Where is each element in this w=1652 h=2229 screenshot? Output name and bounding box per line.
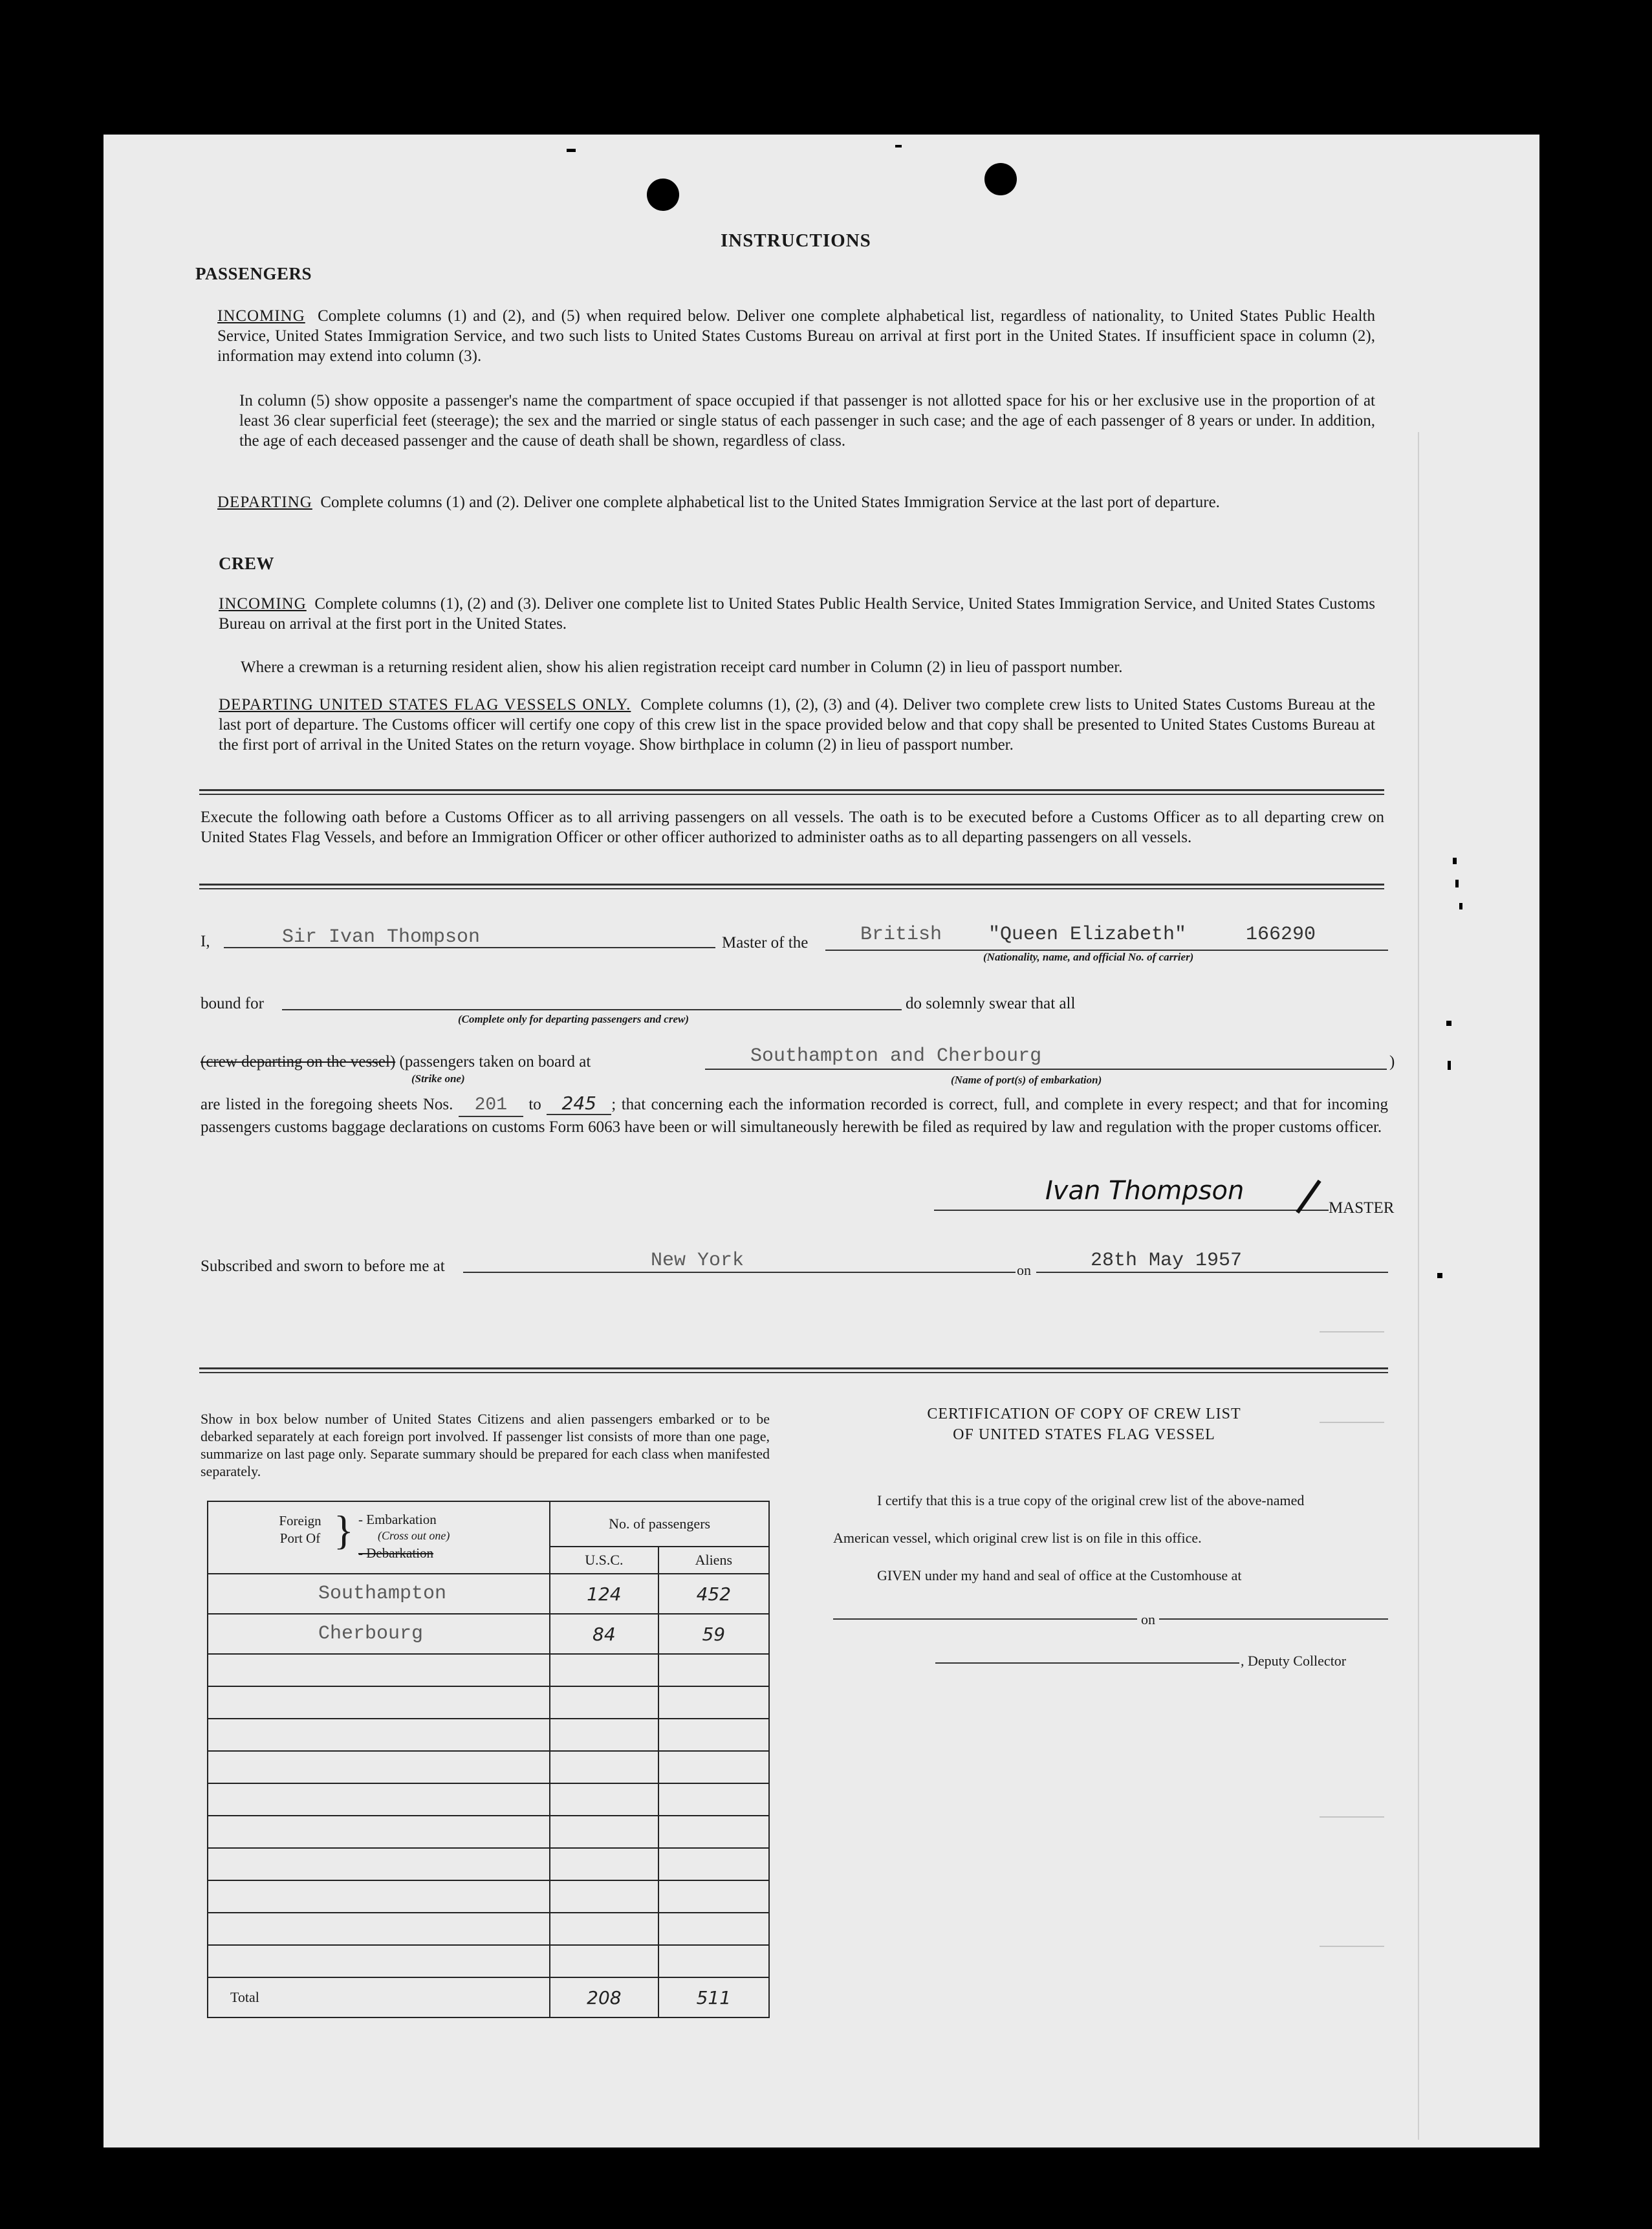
- total-row: [208, 1977, 769, 2017]
- crew-incoming-label: INCOMING: [219, 595, 307, 613]
- divider-double: [199, 1367, 1388, 1373]
- certification-given: GIVEN under my hand and seal of office at the Customhouse at: [877, 1567, 1242, 1583]
- passengers-departing-label: DEPARTING: [217, 494, 312, 511]
- sworn-place: New York: [651, 1250, 744, 1272]
- edge-speck: [1455, 880, 1459, 887]
- ghost-line: [1320, 1946, 1384, 1947]
- passengers-incoming-block: [217, 306, 1375, 366]
- oath-i-label: I,: [201, 933, 210, 950]
- table-row: [208, 1816, 769, 1848]
- port-name: Cherbourg: [318, 1623, 424, 1645]
- summary-intro: Show in box below number of United States Citizens and alien passengers embarked or to be debarked separately at each foreign port involved. If passenger list consists of more than one page, summarize on last page only. Separate summary should be prepared for each class when manifested separately.: [201, 1411, 770, 1479]
- crew-departing-option: (crew departing on the vessel): [201, 1053, 396, 1071]
- aliens-cell: [658, 1614, 769, 1654]
- bound-for-caption: (Complete only for departing passengers and crew): [458, 1013, 689, 1025]
- table-row: [208, 1574, 769, 1614]
- usc-value: 84: [592, 1623, 616, 1645]
- vessel-caption: (Nationality, name, and official No. of carrier): [983, 951, 1194, 963]
- sworn-date: 28th May 1957: [1091, 1250, 1243, 1272]
- crew-resident-text: Where a crewman is a returning resident alien, show his alien registration receipt card number in Column (2) in lieu of passport number.: [241, 658, 1123, 676]
- certification-title-line1: CERTIFICATION OF COPY OF CREW LIST: [927, 1406, 1241, 1422]
- passengers-departing-block: [217, 492, 1375, 512]
- table-row: [208, 1654, 769, 1686]
- sworn-place-line: [463, 1272, 1016, 1273]
- total-usc-cell: [550, 1977, 658, 2017]
- port-header-cell: [208, 1501, 550, 1574]
- certification-title-line2: OF UNITED STATES FLAG VESSEL: [953, 1426, 1215, 1443]
- edge-speck: [1437, 1273, 1442, 1278]
- crew-departing-label: DEPARTING UNITED STATES FLAG VESSELS ONLY.: [219, 696, 631, 713]
- master-signature-line: [934, 1210, 1329, 1211]
- aliens-cell: [658, 1574, 769, 1614]
- master-label: MASTER: [1329, 1199, 1395, 1217]
- swear-text: do solemnly swear that all: [906, 995, 1076, 1012]
- vessel-official-no: 166290: [1246, 924, 1316, 946]
- deputy-collector-line: [935, 1662, 1239, 1664]
- total-usc: 208: [587, 1986, 622, 2008]
- oath-intro: Execute the following oath before a Customs Officer as to all arriving passengers on all vessels. The oath is to be executed before a Customs Officer as to all departing crew on United States Flag Vessels, and before an Immigration Officer or other officer authorized to administer oaths as to all departing passengers on all vessels.: [201, 809, 1384, 846]
- vessel-nationality: British: [860, 924, 942, 946]
- passengers-heading: PASSENGERS: [195, 264, 312, 283]
- crew-incoming-text: Complete columns (1), (2) and (3). Deliver one complete list to United States Public Health Service, United States Immigration Service, and United States Customs Bureau on arrival at the first port in the United States.: [219, 595, 1376, 633]
- master-signature: Ivan Thompson: [1045, 1176, 1244, 1206]
- edge-speck: [1459, 903, 1462, 909]
- subscribed-label: Subscribed and sworn to before me at: [201, 1257, 445, 1275]
- total-label: Total: [230, 1989, 259, 2005]
- certification-title: [877, 1404, 1291, 1445]
- sheet-from: 201: [459, 1095, 523, 1117]
- divider-double: [199, 884, 1384, 889]
- edge-speck: [1446, 1021, 1451, 1026]
- form-page: [103, 135, 1539, 2147]
- debarkation-label: - Debarkation: [358, 1545, 434, 1561]
- master-of-label: Master of the: [722, 934, 809, 951]
- passengers-incoming-label: INCOMING: [217, 307, 305, 325]
- right-margin-rule: [1418, 432, 1419, 2140]
- ghost-line: [1320, 1331, 1384, 1332]
- edge-speck: [1448, 1061, 1451, 1070]
- customhouse-line: [833, 1618, 1137, 1620]
- ports-line: [705, 1069, 1387, 1070]
- aliens-value: 59: [702, 1623, 726, 1645]
- total-aliens: 511: [696, 1986, 732, 2008]
- usc-value: 124: [587, 1583, 622, 1605]
- brace: }: [334, 1507, 354, 1553]
- ghost-line: [1320, 1422, 1384, 1423]
- certification-on-label: on: [1141, 1611, 1155, 1627]
- listed-sheets-block: [201, 1093, 1388, 1138]
- usc-cell: [550, 1574, 658, 1614]
- table-row: [208, 1783, 769, 1816]
- table-row: [208, 1686, 769, 1719]
- ink-mark: [567, 149, 576, 152]
- port-name: Southampton: [318, 1583, 447, 1605]
- certification-date-line: [1159, 1618, 1388, 1620]
- cross-out-label: (Cross out one): [378, 1529, 450, 1542]
- table-row: [208, 1945, 769, 1977]
- crew-departing-block: [219, 695, 1375, 755]
- ink-mark: [895, 145, 902, 147]
- crew-heading: CREW: [219, 554, 275, 573]
- passengers-incoming-text: Complete columns (1) and (2), and (5) when required below. Deliver one complete alphabetical list, regardless of nationality, to United States Public Health Service, United States Immigration Service, and two such lists to United States Customs Bureau on arrival at first port in the United States. If insufficient space in column (2), information may extend into column (3).: [217, 307, 1375, 365]
- listed-prefix: are listed in the foregoing sheets Nos.: [201, 1096, 453, 1113]
- strike-one-caption: (Strike one): [411, 1072, 465, 1085]
- port-cell: [208, 1614, 550, 1654]
- foreign-port-label: Foreign Port Of: [279, 1513, 321, 1546]
- table-row: [208, 1913, 769, 1945]
- passenger-summary-table: [207, 1501, 770, 2018]
- table-row: [208, 1848, 769, 1880]
- listed-rest: ; that concerning each the information recorded is correct, full, and complete in every respect; and that for incoming passengers customs baggage declarations on customs Form 6063 have been or will simultaneously herewith be filed as required by law and regulation with the proper customs officer.: [201, 1096, 1389, 1136]
- master-name: Sir Ivan Thompson: [282, 926, 481, 948]
- punch-hole-left: [647, 179, 679, 211]
- ports-caption: (Name of port(s) of embarkation): [951, 1074, 1102, 1086]
- total-label-cell: [208, 1977, 550, 2017]
- aliens-header: Aliens: [658, 1547, 769, 1574]
- divider-double: [199, 789, 1384, 795]
- passengers-column5-text: In column (5) show opposite a passenger's name the compartment of space occupied if that passenger is not allotted space for his or her exclusive use in the proportion of at least 36 clear superficial feet (steerage); the sex and the married or single status of each passenger in such case; and the age of each passenger of 8 years or under. In addition, the age of each deceased passenger and the cause of death shall be shown, regardless of class.: [239, 392, 1375, 450]
- port-cell: [208, 1574, 550, 1614]
- crew-incoming-block: [219, 594, 1375, 634]
- aliens-value: 452: [696, 1583, 732, 1605]
- bound-for-line: [282, 1009, 902, 1010]
- table-row: [208, 1880, 769, 1913]
- bound-for-label: bound for: [201, 995, 264, 1012]
- crew-departing-struck: [201, 1052, 591, 1072]
- sheet-to: 245: [547, 1093, 611, 1115]
- punch-hole-right: [984, 163, 1017, 195]
- ghost-line: [1320, 1816, 1384, 1818]
- sworn-date-line: [1036, 1272, 1388, 1273]
- sworn-on-label: on: [1017, 1262, 1031, 1278]
- usc-cell: [550, 1614, 658, 1654]
- crew-departing-text: Complete columns (1), (2), (3) and (4). Deliver two complete crew lists to United States Customs Bureau at the last port of departure. The Customs officer will certify one copy of this crew list in the space provided below and that copy shall be presented to United States Customs Bureau at the first port of arrival in the United States on the return voyage. Show birthplace in column (2) in lieu of passport number.: [219, 696, 1376, 754]
- embarkation-ports: Southampton and Cherbourg: [750, 1045, 1042, 1067]
- table-row: [208, 1719, 769, 1751]
- deputy-collector-label: , Deputy Collector: [1241, 1653, 1347, 1669]
- table-row: [208, 1751, 769, 1783]
- signature-flourish: [1296, 1180, 1321, 1214]
- no-of-passengers-header: No. of passengers: [550, 1501, 769, 1547]
- passengers-departing-text: Complete columns (1) and (2). Deliver one complete alphabetical list to the United States Immigration Service at the last port of departure.: [320, 494, 1220, 511]
- certification-text2: American vessel, which original crew list is on file in this office.: [833, 1530, 1202, 1546]
- instructions-title: INSTRUCTIONS: [721, 230, 871, 251]
- total-aliens-cell: [658, 1977, 769, 2017]
- sheet-to-label: to: [528, 1096, 541, 1113]
- usc-header: U.S.C.: [550, 1547, 658, 1574]
- certification-text1: I certify that this is a true copy of the original crew list of the above-named: [877, 1492, 1305, 1508]
- ports-close-paren: ): [1389, 1053, 1395, 1071]
- edge-speck: [1453, 858, 1457, 864]
- passengers-taken-option: (passengers taken on board at: [399, 1053, 591, 1071]
- vessel-name: "Queen Elizabeth": [988, 924, 1187, 946]
- embarkation-label: - Embarkation: [358, 1512, 437, 1527]
- table-row: [208, 1614, 769, 1654]
